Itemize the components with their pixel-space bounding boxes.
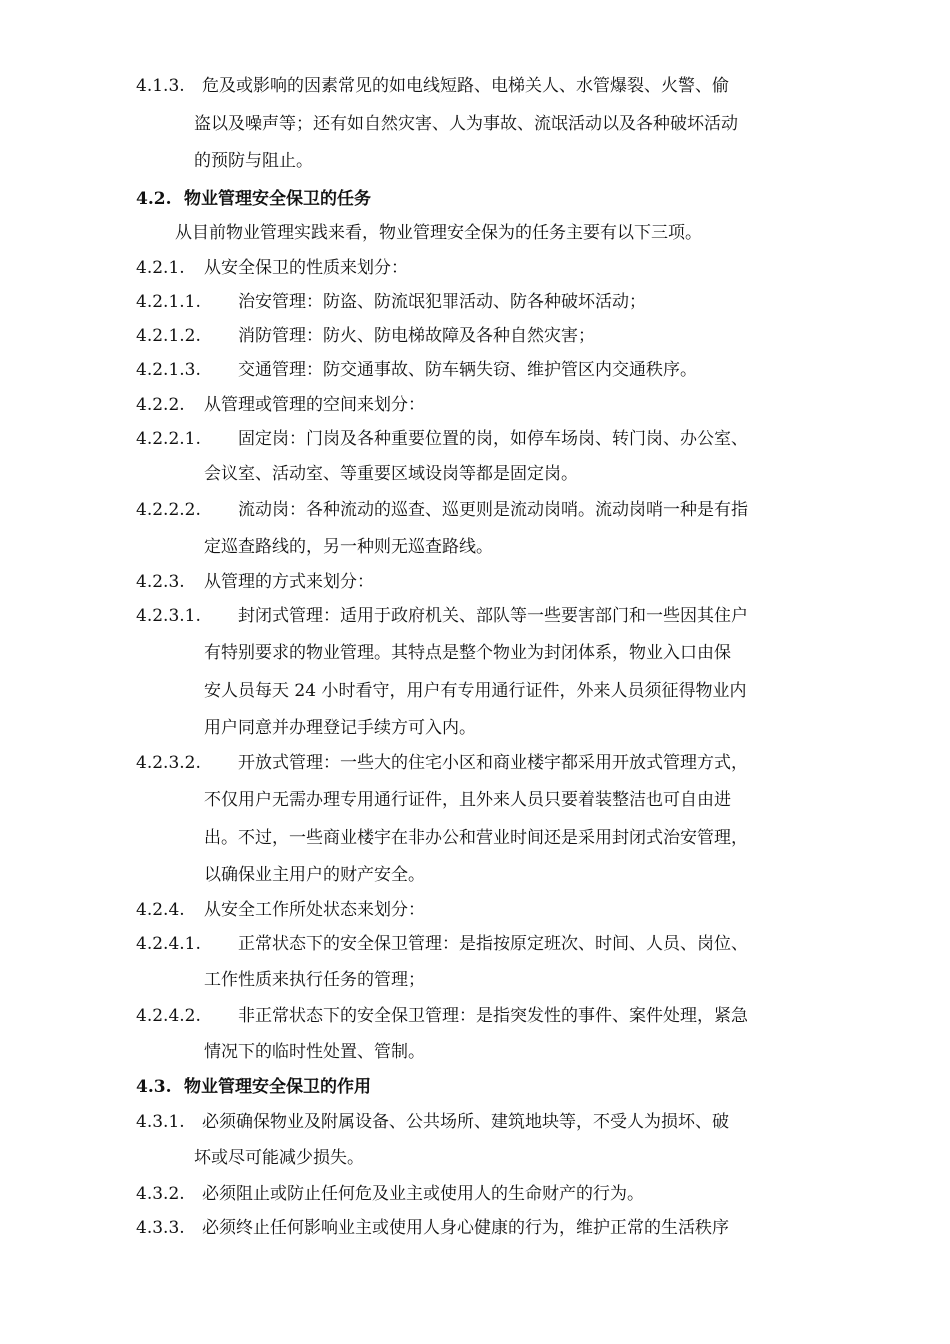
paragraph-line: 不仅用户无需办理专用通行证件，且外来人员只要着装整洁也可自由进 bbox=[204, 790, 731, 810]
item-number: 4.3.2. bbox=[136, 1184, 185, 1204]
paragraph-line: 必须终止任何影响业主或使用人身心健康的行为，维护正常的生活秩序 bbox=[202, 1218, 729, 1238]
paragraph-line: 危及或影响的因素常见的如电线短路、电梯关人、水管爆裂、火警、偷 bbox=[202, 76, 729, 96]
item-number: 4.2.2. bbox=[136, 395, 185, 415]
paragraph-line: 必须阻止或防止任何危及业主或使用人的生命财产的行为。 bbox=[202, 1184, 644, 1204]
paragraph-line: 固定岗：门岗及各种重要位置的岗，如停车场岗、转门岗、办公室、 bbox=[238, 429, 748, 449]
paragraph-line: 治安管理：防盗、防流氓犯罪活动、防各种破坏活动； bbox=[238, 292, 646, 312]
paragraph-line: 工作性质来执行任务的管理； bbox=[204, 970, 425, 990]
section-heading: 物业管理安全保卫的作用 bbox=[184, 1077, 371, 1097]
item-number: 4.2.1.2. bbox=[136, 326, 201, 346]
paragraph-line: 从管理或管理的空间来划分： bbox=[204, 395, 425, 415]
paragraph-line: 开放式管理：一些大的住宅小区和商业楼宇都采用开放式管理方式， bbox=[238, 753, 748, 773]
intro-paragraph: 从目前物业管理实践来看，物业管理安全保为的任务主要有以下三项。 bbox=[175, 223, 702, 243]
paragraph-line: 以确保业主用户的财产安全。 bbox=[204, 865, 425, 885]
item-number: 4.2.1. bbox=[136, 258, 185, 278]
paragraph-line: 盗以及噪声等；还有如自然灾害、人为事故、流氓活动以及各种破坏活动 bbox=[194, 114, 738, 134]
paragraph-line: 用户同意并办理登记手续方可入内。 bbox=[204, 718, 476, 738]
item-number: 4.2.4.2. bbox=[136, 1006, 201, 1026]
paragraph-line: 从安全保卫的性质来划分： bbox=[204, 258, 408, 278]
item-number: 4.2.2.1. bbox=[136, 429, 201, 449]
item-number: 4.3.1. bbox=[136, 1112, 185, 1132]
paragraph-line: 必须确保物业及附属设备、公共场所、建筑地块等，不受人为损坏、破 bbox=[202, 1112, 729, 1132]
paragraph-line: 出。不过，一些商业楼宇在非办公和营业时间还是采用封闭式治安管理， bbox=[204, 828, 748, 848]
item-number: 4.2.3. bbox=[136, 572, 185, 592]
paragraph-line: 消防管理：防火、防电梯故障及各种自然灾害； bbox=[238, 326, 595, 346]
paragraph-line: 的预防与阻止。 bbox=[194, 151, 313, 171]
paragraph-line: 会议室、活动室、等重要区域设岗等都是固定岗。 bbox=[204, 464, 578, 484]
paragraph-line: 交通管理：防交通事故、防车辆失窃、维护管区内交通秩序。 bbox=[238, 360, 697, 380]
item-number: 4.2.3.1. bbox=[136, 606, 201, 626]
item-number: 4.2.4.1. bbox=[136, 934, 201, 954]
paragraph-line: 有特别要求的物业管理。其特点是整个物业为封闭体系，物业入口由保 bbox=[204, 643, 731, 663]
item-number: 4.2.3.2. bbox=[136, 753, 201, 773]
item-number: 4.2.1.1. bbox=[136, 292, 201, 312]
paragraph-line: 封闭式管理：适用于政府机关、部队等一些要害部门和一些因其住户 bbox=[238, 606, 748, 626]
paragraph-line: 情况下的临时性处置、管制。 bbox=[204, 1042, 425, 1062]
item-number: 4.2.4. bbox=[136, 900, 185, 920]
paragraph-line: 定巡查路线的，另一种则无巡查路线。 bbox=[204, 537, 493, 557]
item-number: 4.2.1.3. bbox=[136, 360, 201, 380]
paragraph-line: 坏或尽可能减少损失。 bbox=[194, 1148, 364, 1168]
paragraph-line: 从管理的方式来划分： bbox=[204, 572, 374, 592]
item-number: 4.3.3. bbox=[136, 1218, 185, 1238]
section-heading: 物业管理安全保卫的任务 bbox=[184, 189, 371, 209]
section-number: 4.3. bbox=[136, 1077, 172, 1097]
paragraph-line: 非正常状态下的安全保卫管理：是指突发性的事件、案件处理，紧急 bbox=[238, 1006, 748, 1026]
item-number: 4.2.2.2. bbox=[136, 500, 201, 520]
paragraph-line: 从安全工作所处状态来划分： bbox=[204, 900, 425, 920]
item-number: 4.1.3. bbox=[136, 76, 185, 96]
paragraph-line: 安人员每天 24 小时看守，用户有专用通行证件，外来人员须征得物业内 bbox=[204, 681, 747, 701]
paragraph-line: 正常状态下的安全保卫管理：是指按原定班次、时间、人员、岗位、 bbox=[238, 934, 748, 954]
paragraph-line: 流动岗：各种流动的巡查、巡更则是流动岗哨。流动岗哨一种是有指 bbox=[238, 500, 748, 520]
section-number: 4.2. bbox=[136, 189, 172, 209]
